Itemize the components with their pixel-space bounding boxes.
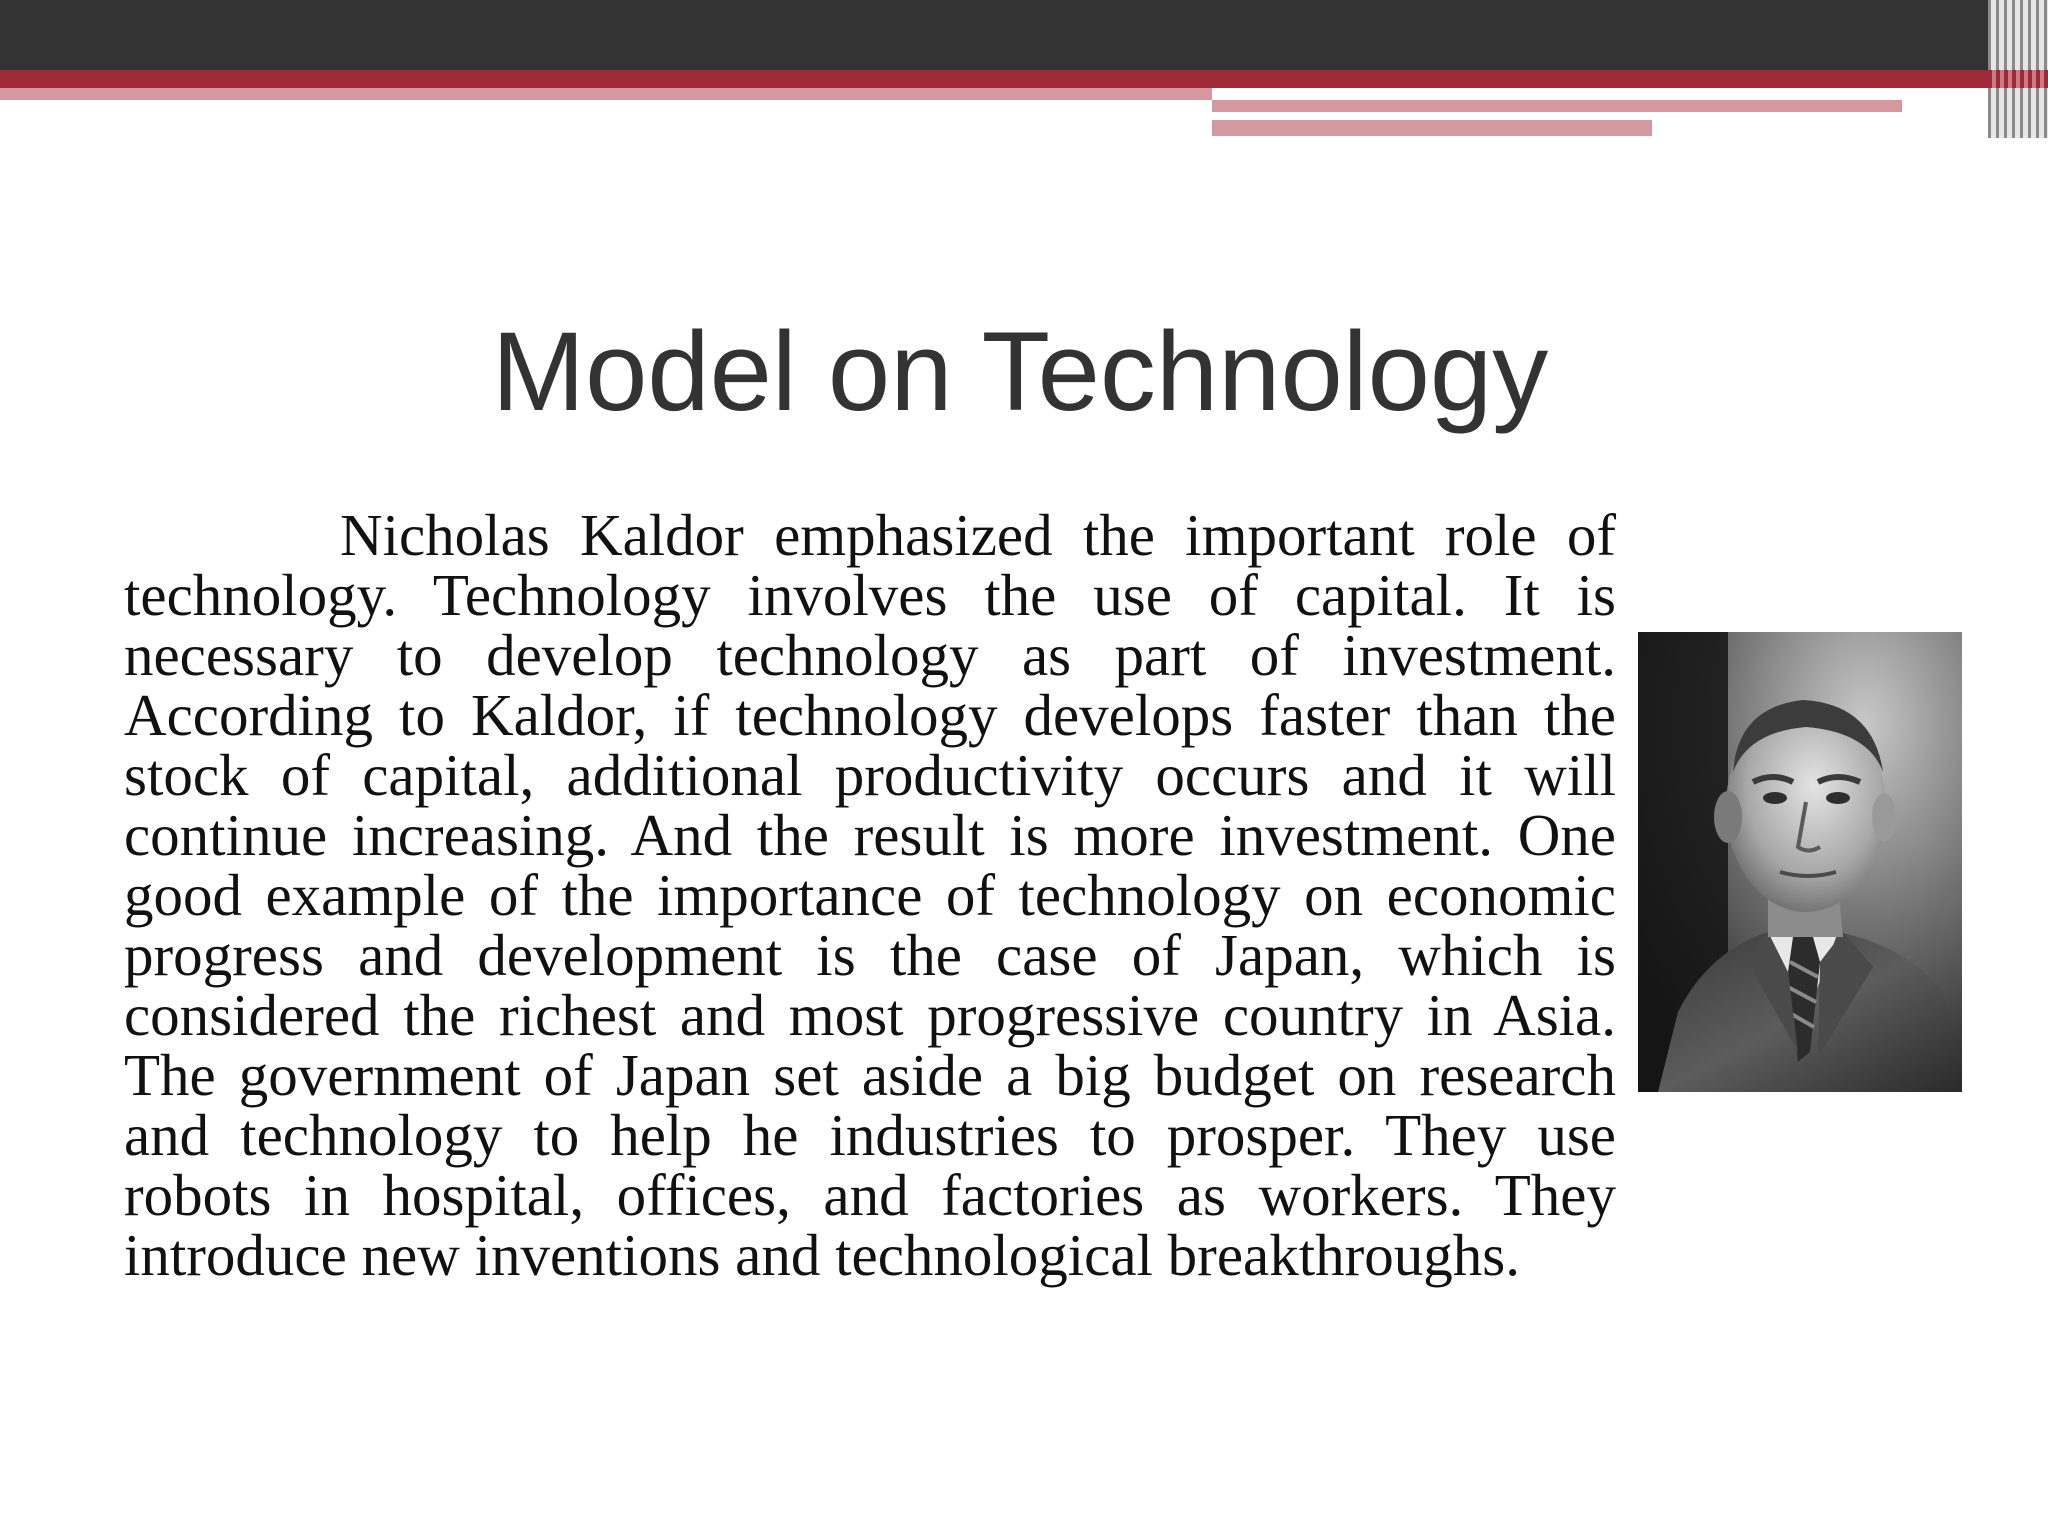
header-divider-line [1212, 112, 1902, 116]
header-dark-bar [0, 0, 2048, 70]
edge-stripes-accent [1988, 70, 2048, 88]
portrait-photo [1638, 632, 1962, 1092]
edge-stripes [1988, 0, 2048, 138]
slide-title: Model on Technology [491, 309, 1549, 434]
header-pink-bar-left [0, 88, 1212, 100]
header-red-bar [0, 70, 2048, 88]
header-divider-line-low [1652, 130, 1902, 136]
header-pink-bar-low [1212, 120, 1652, 136]
slide-body-text: Nicholas Kaldor emphasized the important role of technology. Technology involves the use of capital. It is necessary to develop technology as part of investment. According to Kaldor, if technology develops faster than the stock of capital, additional productivity occurs and it will continue increasing. And the result is more investment. One good example of the importance of technology on economic progress and development is the case of Japan, which is considered the richest and most progressive country in Asia. The government of Japan set aside a big budget on research and technology to help he industries to prosper. They use robots in hospital, offices, and factories as workers. They introduce new inventions and technological breakthroughs. [124, 502, 1616, 1288]
portrait-illustration [1638, 632, 1962, 1092]
